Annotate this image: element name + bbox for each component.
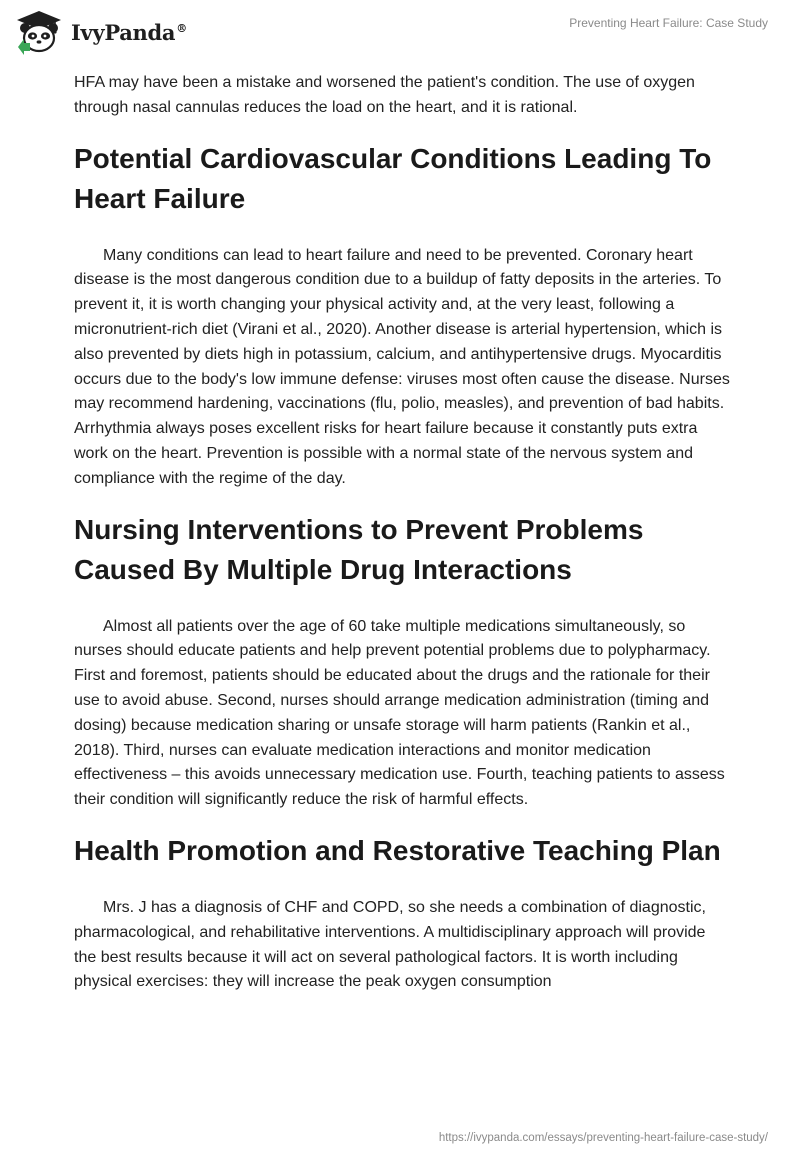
- page-header: [0, 0, 800, 62]
- registered-mark: ®: [176, 21, 187, 35]
- panda-graduate-icon: [14, 9, 64, 55]
- section-heading-teaching-plan: Health Promotion and Restorative Teaching Plan: [74, 834, 721, 866]
- intro-paragraph: HFA may have been a mistake and worsened the patient's condition. The use of oxygen through nasal cannulas reduces the load on the heart, and it is rational.: [74, 74, 695, 116]
- section-paragraph-conditions: Many conditions can lead to heart failure and need to be prevented. Coronary heart disease is the most dangerous condition due to a buildup of fatty deposits in the arteries. To prevent it, it is worth changing your physical activity and, at the very least, following a micronutrient-rich diet (Virani et al., 2020). Another disease is arterial hypertension, which is also prevented by diets high in potassium, calcium, and antihypertensive drugs. Myocarditis occurs due to the body's low immune defense: viruses most often cause the disease. Nurses may recommend hardening, vaccinations (flu, polio, measles), and prevention of bad habits. Arrhythmia always poses excellent risks for heart failure because it constantly puts extra work on the heart. Prevention is possible with a normal state of the nervous system and compliance with the regime of the day.: [74, 246, 730, 487]
- ivypanda-logo[interactable]: [14, 9, 187, 55]
- section-heading-conditions: Potential Cardiovascular Conditions Leading To Heart Failure: [74, 142, 712, 214]
- document-title: Preventing Heart Failure: Case Study: [569, 16, 768, 30]
- logo-text: IvyPanda®: [71, 19, 187, 45]
- section-paragraph-teaching-plan: Mrs. J has a diagnosis of CHF and COPD, so she needs a combination of diagnostic, pharmacological, and rehabilitative interventions. A multidisciplinary approach will provide the best results because it will act on several pathological factors. It is worth including physical exercises: they will increase the peak oxygen consumption: [74, 898, 706, 991]
- article-body: [74, 71, 730, 995]
- section-paragraph-nursing-interventions: Almost all patients over the age of 60 take multiple medications simultaneously, so nurses should educate patients and help prevent potential problems due to polypharmacy. First and foremost, patients should be educated about the drugs and the rationale for their use to avoid abuse. Second, nurses should arrange medication administration (timing and dosing) because medication sharing or unsafe storage will harm patients (Rankin et al., 2018). Third, nurses can evaluate medication interactions and monitor medication effectiveness – this avoids unnecessary medication use. Fourth, teaching patients to assess their condition will significantly reduce the risk of harmful effects.: [74, 617, 725, 809]
- source-url-link[interactable]: https://ivypanda.com/essays/preventing-heart-failure-case-study/: [438, 1132, 768, 1144]
- section-heading-nursing-interventions: Nursing Interventions to Prevent Problems Caused By Multiple Drug Interactions: [74, 513, 644, 585]
